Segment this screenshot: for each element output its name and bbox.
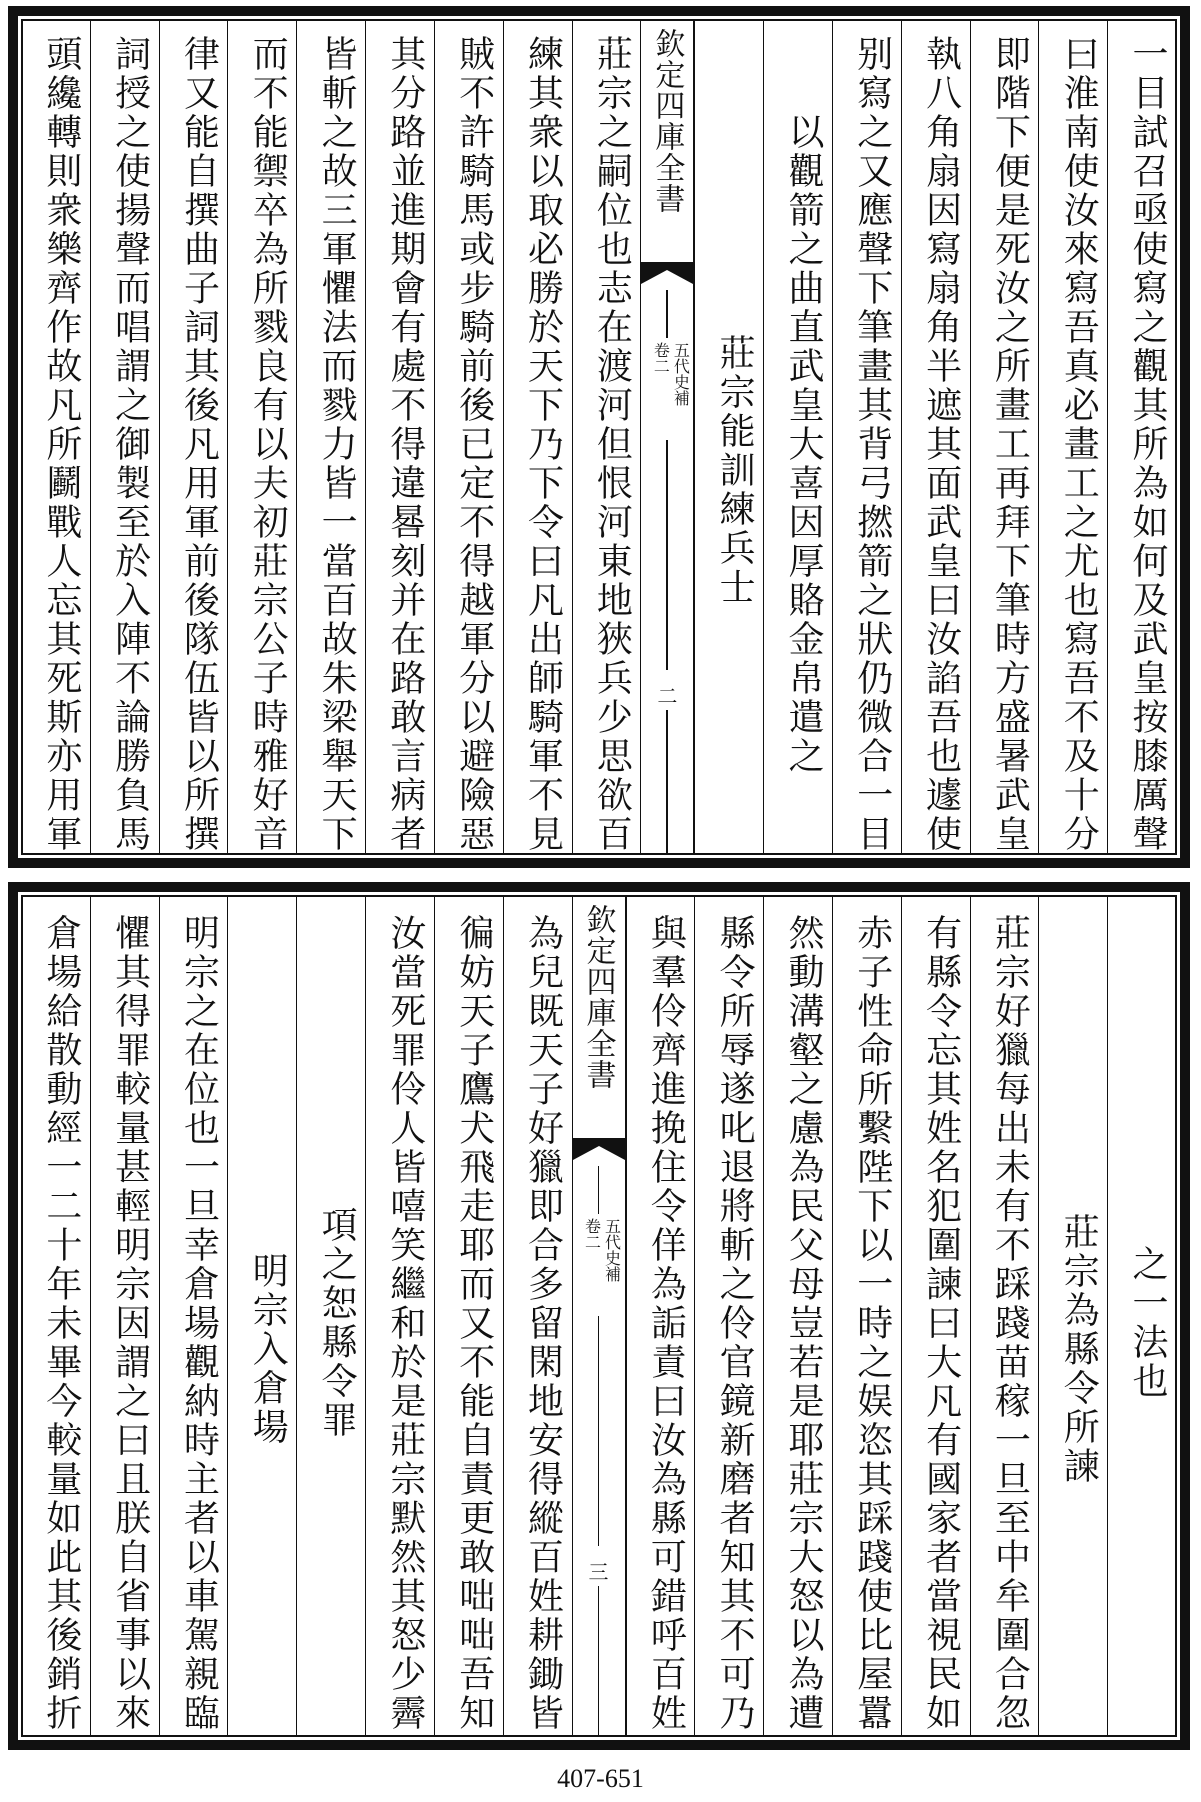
text-column: 為兒既天子好獵即合多留閑地安得縱百姓耕鋤皆: [503, 896, 572, 1736]
chapter-label: [577, 1218, 621, 1282]
subtitle: 五代史補: [671, 342, 691, 406]
text-column: 項之恕縣令罪: [296, 896, 365, 1736]
book-title: 欽定四庫全書: [649, 28, 685, 214]
section-heading: 莊宗為縣令所諫: [1038, 896, 1107, 1736]
text-column: 汝當死罪伶人皆嘻笑繼和於是莊宗默然其怒少霽: [365, 896, 434, 1736]
top-page-columns: [22, 20, 1176, 854]
fishtail-mark: [573, 1138, 625, 1160]
fold-rule: [666, 440, 668, 670]
text-column: 詞授之使揚聲而唱謂之御製至於入陣不論勝負馬: [90, 20, 159, 854]
bottom-page-columns: [22, 896, 1176, 1736]
center-fold: [640, 20, 694, 854]
text-column: 之一法也: [1107, 896, 1176, 1736]
chapter-label: [645, 342, 689, 406]
text-column: 一目試召亟使寫之觀其所為如何及武皇按膝厲聲: [1107, 20, 1176, 854]
text-column: 以觀箭之曲直武皇大喜因厚賂金帛遣之: [763, 20, 832, 854]
section-heading: 莊宗能訓練兵士: [694, 20, 763, 854]
volume-label: 卷二: [582, 1218, 602, 1250]
text-column: 莊宗之嗣位也志在渡河但恨河東地狹兵少思欲百: [572, 20, 641, 854]
text-column: 曰淮南使汝來寫吾真必畫工之尤也寫吾不及十分: [1038, 20, 1107, 854]
text-column: 明宗之在位也一旦幸倉場觀納時主者以車駕親臨: [159, 896, 228, 1736]
page-reference: 407-651: [557, 1764, 644, 1793]
text-column: 縣令所辱遂叱退將斬之伶官鏡新磨者知其不可乃: [694, 896, 763, 1736]
book-title: 欽定四庫全書: [580, 904, 616, 1090]
text-column: 即階下便是死汝之所畫工再拜下筆時方盛暑武皇: [970, 20, 1039, 854]
text-column: 莊宗好獵每出未有不踩踐苗稼一旦至中牟圍合忽: [970, 896, 1039, 1736]
fold-rule: [666, 290, 668, 338]
fold-rule: [598, 1316, 600, 1546]
fold-rule: [598, 1586, 600, 1736]
text-column: 律又能自撰曲子詞其後凡用軍前後隊伍皆以所撰: [159, 20, 228, 854]
fold-rule: [598, 1166, 600, 1214]
text-column: 然動溝壑之慮為民父母豈若是耶莊宗大怒以為遭: [763, 896, 832, 1736]
text-column: 倉場給散動經一二十年未畢今較量如此其後銷折: [40, 913, 82, 1733]
text-column: 執八角扇因寫扇角半遮其面武皇曰汝諂吾也遽使: [901, 20, 970, 854]
volume-label: 卷二: [651, 342, 671, 374]
center-fold: [572, 896, 626, 1736]
text-column: 有縣令忘其姓名犯圍諫曰大凡有國家者當視民如: [901, 896, 970, 1736]
text-column: 其分路並進期會有處不得違晷刻并在路敢言病者: [365, 20, 434, 854]
bottom-page: [8, 882, 1190, 1750]
text-column: 懼其得罪較量甚輕明宗因謂之曰且朕自省事以來: [90, 896, 159, 1736]
subtitle: 五代史補: [602, 1218, 622, 1282]
text-column: 别寫之又應聲下筆畫其背弓撚箭之狀仍微合一目: [832, 20, 901, 854]
text-column: 賊不許騎馬或步騎前後已定不得越軍分以避險惡: [434, 20, 503, 854]
text-column: 與羣伶齊進挽住令佯為詬責曰汝為縣可錯呼百姓: [626, 896, 695, 1736]
leaf-number: 三: [588, 1560, 609, 1584]
leaf-number: 二: [657, 684, 678, 708]
text-column: 練其衆以取必勝於天下乃下令曰凡出師騎軍不見: [503, 20, 572, 854]
fishtail-mark: [641, 262, 693, 284]
top-page: [8, 6, 1190, 868]
text-column: 皆斬之故三軍懼法而戮力皆一當百故朱梁舉天下: [296, 20, 365, 854]
fold-rule: [666, 710, 668, 854]
text-column: 赤子性命所繫陛下以一時之娱恣其踩踐使比屋囂: [832, 896, 901, 1736]
section-heading: 明宗入倉場: [227, 896, 296, 1736]
text-column: 頭纔轉則衆樂齊作故凡所鬬戰人忘其死斯亦用軍: [40, 34, 82, 854]
text-column: 徧妨天子鷹犬飛走耶而又不能自責更敢咄咄吾知: [434, 896, 503, 1736]
text-column: 而不能禦卒為所戮良有以夫初莊宗公子時雅好音: [227, 20, 296, 854]
